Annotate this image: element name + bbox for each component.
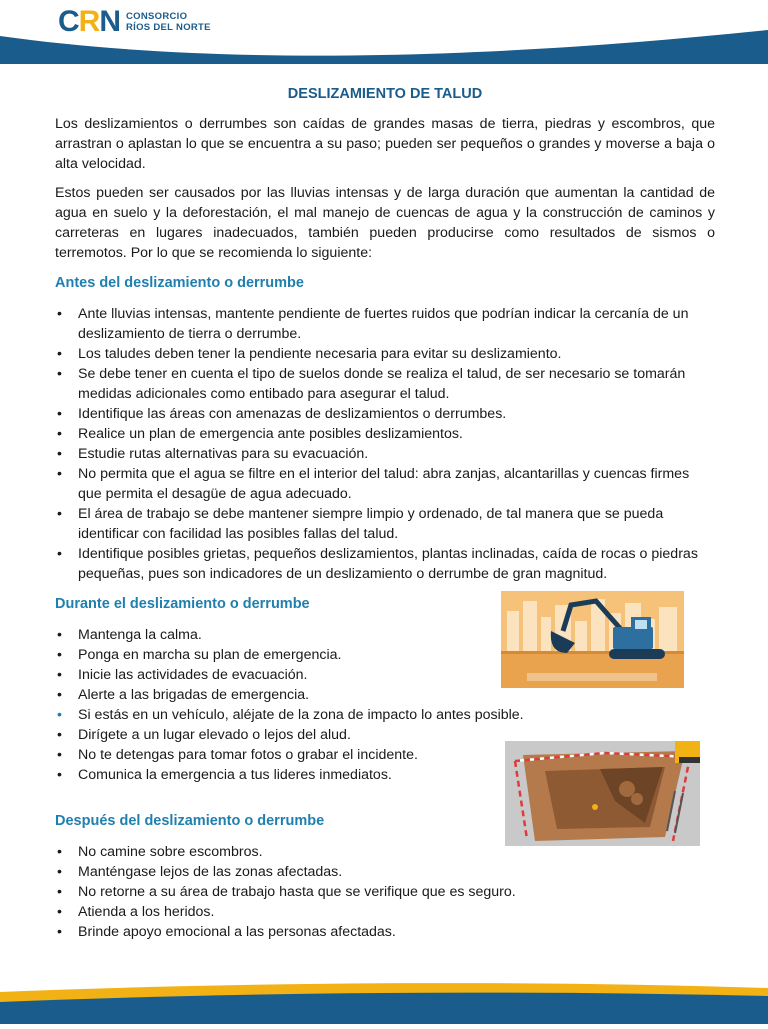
list-item <box>55 705 578 725</box>
list-item <box>55 645 495 665</box>
section-heading-despues: Después del deslizamiento o derrumbe <box>55 813 325 829</box>
bullet-icon: • <box>57 667 62 683</box>
list-item-text: Brinde apoyo emocional a las personas afectadas. <box>78 924 396 940</box>
list-item <box>55 765 495 785</box>
list-item-text: Atienda a los heridos. <box>78 904 215 920</box>
bullet-icon: • <box>57 864 62 880</box>
excavator-icon <box>501 591 684 688</box>
list-item <box>55 625 495 645</box>
logo-letter-n: N <box>99 5 121 38</box>
bullet-icon: • <box>57 924 62 940</box>
list-item <box>55 464 715 504</box>
excavator-illustration <box>501 591 684 688</box>
page-footer <box>0 964 768 1024</box>
list-item-text: El área de trabajo se debe mantener siempre limpio y ordenado, de tal manera que se pueda identificar con facilidad las posibles fallas del talud. <box>78 506 664 542</box>
bullet-icon: • <box>57 647 62 663</box>
logo-letter-r: R <box>78 5 100 38</box>
list-item-text: Estudie rutas alternativas para su evacuación. <box>78 446 369 462</box>
list-item <box>55 344 715 364</box>
bullet-icon: • <box>57 546 62 562</box>
bullet-icon: • <box>57 904 62 920</box>
list-item <box>55 424 715 444</box>
list-item-text: Ponga en marcha su plan de emergencia. <box>78 647 342 663</box>
list-antes <box>55 304 715 584</box>
bullet-icon: • <box>57 346 62 362</box>
bullet-icon: • <box>57 767 62 783</box>
footer-wave <box>0 964 768 1024</box>
section-heading-durante: Durante el deslizamiento o derrumbe <box>55 596 310 612</box>
list-item-text: Si estás en un vehículo, aléjate de la zona de impacto lo antes posible. <box>78 707 524 723</box>
section-heading-antes: Antes del deslizamiento o derrumbe <box>55 275 304 291</box>
bullet-icon: • <box>57 627 62 643</box>
bullet-icon: • <box>57 306 62 322</box>
list-item <box>55 685 495 705</box>
list-item <box>55 364 715 404</box>
bullet-icon: • <box>57 426 62 442</box>
bullet-icon: • <box>57 747 62 763</box>
list-item <box>55 725 495 745</box>
list-item <box>55 745 495 765</box>
bullet-icon: • <box>57 727 62 743</box>
list-despues <box>55 842 715 942</box>
bullet-icon: • <box>57 506 62 522</box>
list-item-text: Comunica la emergencia a tus lideres inmediatos. <box>78 767 392 783</box>
intro-paragraph-2: Estos pueden ser causados por las lluvias intensas y de larga duración que aumentan la cantidad de agua en suelo y la deforestación, el mal manejo de cuencas de agua y la construcción de caminos y carreteras en lugares inadecuados, también pueden producirse como resultados de sismos o terremotos. Por lo que se recomienda lo siguiente: <box>55 185 715 261</box>
list-item-text: Inicie las actividades de evacuación. <box>78 667 308 683</box>
list-item <box>55 862 715 882</box>
landslide-pit-illustration <box>505 741 700 846</box>
logo-line-1: CONSORCIO <box>126 11 188 22</box>
list-item-text: Manténgase lejos de las zonas afectadas. <box>78 864 343 880</box>
bullet-icon: • <box>57 687 62 703</box>
list-item-text: Realice un plan de emergencia ante posibles deslizamientos. <box>78 426 463 442</box>
list-item-text: No retorne a su área de trabajo hasta que se verifique que es seguro. <box>78 884 516 900</box>
bullet-icon: • <box>57 366 62 382</box>
list-item-text: Los taludes deben tener la pendiente necesaria para evitar su deslizamiento. <box>78 346 562 362</box>
bullet-icon: • <box>57 446 62 462</box>
list-item <box>55 404 715 424</box>
bullet-icon: • <box>57 707 62 723</box>
list-item <box>55 882 715 902</box>
list-item-text: Mantenga la calma. <box>78 627 202 643</box>
list-item <box>55 444 715 464</box>
list-item-text: No te detengas para tomar fotos o grabar el incidente. <box>78 747 418 763</box>
intro-paragraph-1: Los deslizamientos o derrumbes son caídas de grandes masas de tierra, piedras y escombros, que arrastran o aplastan lo que se encuentra a su paso; pueden ser pequeños o grandes y moverse a baja o alta velocidad. <box>55 116 715 172</box>
list-item-text: Alerte a las brigadas de emergencia. <box>78 687 310 703</box>
company-logo <box>58 6 211 38</box>
list-item <box>55 902 715 922</box>
excavation-pit-icon <box>505 741 700 846</box>
logo-mark <box>58 6 120 38</box>
document-title: DESLIZAMIENTO DE TALUD <box>287 86 483 102</box>
bullet-icon: • <box>57 466 62 482</box>
logo-line-2: RÍOS DEL NORTE <box>126 22 211 33</box>
list-item <box>55 922 715 942</box>
list-item <box>55 665 495 685</box>
list-item-text: Dirígete a un lugar elevado o lejos del alud. <box>78 727 351 743</box>
bullet-icon: • <box>57 406 62 422</box>
list-item <box>55 504 715 544</box>
page-header <box>0 0 768 64</box>
list-item <box>55 304 715 344</box>
list-durante <box>55 625 524 785</box>
bullet-icon: • <box>57 884 62 900</box>
bullet-icon: • <box>57 844 62 860</box>
list-item <box>55 544 715 584</box>
logo-letter-c: C <box>58 5 79 38</box>
list-item-text: Se debe tener en cuenta el tipo de suelos donde se realiza el talud, de ser necesario se tomarán medidas adicionales como entibado para asegurar el talud. <box>78 366 686 402</box>
list-item-text: No permita que el agua se filtre en el interior del talud: abra zanjas, alcantarillas y cuencas firmes que permita el desagüe de agua adecuado. <box>78 466 690 502</box>
logo-text <box>126 11 211 33</box>
list-item-text: Identifique las áreas con amenazas de deslizamientos o derrumbes. <box>78 406 507 422</box>
list-item-text: No camine sobre escombros. <box>78 844 263 860</box>
list-item-text: Ante lluvias intensas, mantente pendiente de fuertes ruidos que podrían indicar la cercanía de un deslizamiento de tierra o derrumbe. <box>78 306 689 342</box>
list-item-text: Identifique posibles grietas, pequeños deslizamientos, plantas inclinadas, caída de rocas o piedras pequeñas, pues son indicadores de un deslizamiento o derrumbe de gran magnitud. <box>78 546 698 582</box>
